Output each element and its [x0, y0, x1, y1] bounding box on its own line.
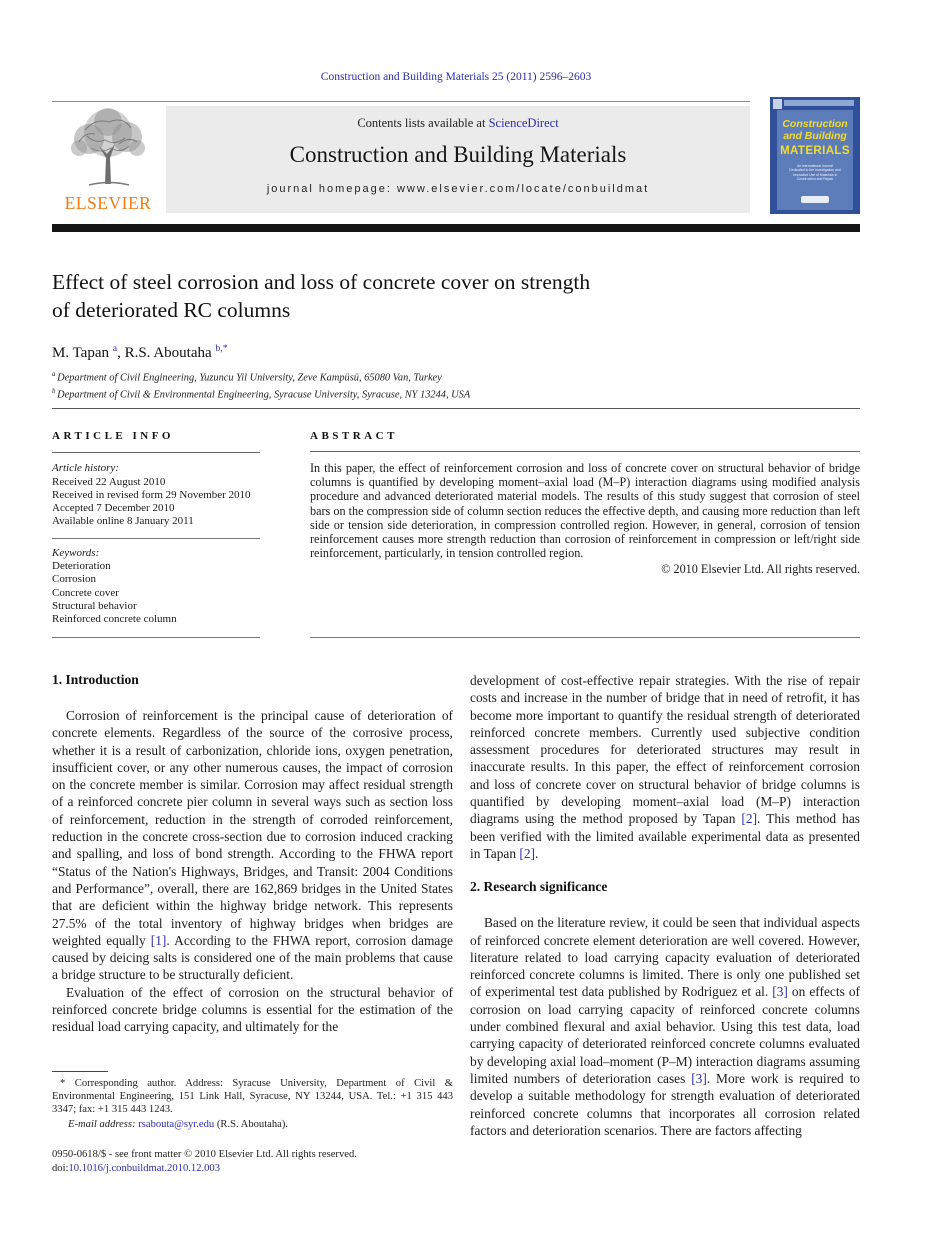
article-title-line1: Effect of steel corrosion and loss of concrete cover on strength	[52, 270, 591, 294]
elsevier-tree-icon	[65, 177, 151, 194]
body-column-right	[470, 672, 860, 1139]
email-link[interactable]: rsabouta@syr.edu	[138, 1118, 215, 1130]
text-segment: Department of Civil Engineering, Yuzuncu Yil University, Zeve Kampüsü, 65080 Van, Turkey	[57, 372, 442, 384]
text-segment: on effects of corrosion on load carrying capacity of reinforced concrete columns under combined flexural and axial behavior. Using this test data, load carrying capacity of deteriorated reinforced concrete columns evaluated by developing axial load–moment (P–M) interaction diagrams assuming limited numbers of deterioration cases	[470, 984, 861, 1086]
keywords-label: Keywords:	[52, 546, 100, 559]
separator-bar	[52, 224, 860, 232]
history-line: Received in revised form 29 November 2010	[52, 488, 251, 501]
cover-panel	[777, 110, 853, 210]
history-line: Accepted 7 December 2010	[52, 502, 175, 515]
journal-homepage[interactable]: journal homepage: www.elsevier.com/locate/conbuildmat	[266, 183, 650, 195]
keyword-item: Structural behavior	[52, 599, 137, 612]
article-info-bottom-rule	[52, 637, 260, 638]
text-segment: E-mail address:	[68, 1118, 139, 1130]
section-1-heading: 1. Introduction	[52, 672, 139, 687]
ref-2-link[interactable]: [2]	[741, 811, 758, 827]
abstract-header: ABSTRACT	[310, 430, 398, 442]
ref-3-link[interactable]: [3]	[772, 984, 788, 1000]
body-column-left	[52, 672, 453, 1036]
text-segment: Contents lists available at	[357, 116, 489, 130]
text-segment: . According to the FHWA report, corrosion damage caused by deicing salts is considered one of the main problems that cause a bridge structure to be structurally deficient.	[52, 932, 453, 983]
article-info-section	[52, 430, 260, 627]
journal-banner	[166, 106, 750, 213]
keywords-rule	[52, 538, 260, 539]
author-b-affil-link[interactable]: b,*	[215, 343, 228, 354]
text-segment: Corrosion of reinforcement is the principal cause of deterioration of concrete elements. Regardless of the source of the corrosive process, whether it is a result of carbonization, chloride ions, oxygen penetration, insufficient cover, or any other numerous causes, the impact of corrosion on the concrete member is similar. Corrosion may affect residual strength of a reinforced concrete pier column in several ways such as section loss of reinforcement, reduction in the strength of corroded reinforcement, reduction in the concrete cross-section due to corrosion induced cracking and spalling, and loss of bond strength. According to the FHWA report “Status of the Nation's Highways, Bridges, and Transit: 2004 Conditions and Performance”, overall, there are 162,869 bridges in the United States that are deficient within the highway bridge network. This represents 27.5% of the total inventory of highway bridges when bridges are weighted equally	[52, 708, 453, 948]
doi-line	[52, 1162, 552, 1176]
corresponding-author-note: * Corresponding author. Address: Syracuse University, Department of Civil & Environmental Engineering, 151 Link Hall, Syracuse, NY 13244, USA. Tel.: +1 315 443 3347; fax: +1 315 443 1243.	[52, 1078, 453, 1116]
footnote-rule	[52, 1071, 108, 1072]
journal-title: Construction and Building Materials	[289, 142, 627, 167]
intro-paragraph-continued	[470, 672, 860, 862]
affiliation-a	[52, 368, 470, 385]
text-segment: development of cost-effective repair strategies. With the rise of repair costs and increase in the number of bridge that in need of retrofit, it has become more important to quantify the residual strength of deteriorated reinforced concrete members. Currently used subjective condition assessment procedures for deteriorated structures may result in inaccurate results. In this paper, the effect of reinforcement corrosion and loss of concrete cover on structural behavior of bridge columns is quantified by developing moment–axial load (M–P) interaction diagrams using the method proposed by Tapan	[470, 673, 860, 827]
title-rule	[52, 408, 860, 409]
cover-footer-logo	[801, 196, 829, 203]
ref-3-link[interactable]: [3]	[691, 1070, 707, 1086]
doi-link[interactable]: 10.1016/j.conbuildmat.2010.12.003	[68, 1162, 221, 1174]
abstract-bottom-rule	[310, 637, 860, 638]
cover-subtitle: An International Journal Dedicated to the Investigation and Innovative Use of Materials in Construction and Repair	[789, 164, 841, 182]
text-segment: M. Tapan	[52, 345, 113, 361]
intro-paragraph-2: Evaluation of the effect of corrosion on the structural behavior of reinforced concrete bridge columns is essential for the estimation of the residual load carrying capacity, and ultimately for the	[52, 984, 453, 1035]
elsevier-wordmark: ELSEVIER	[64, 193, 152, 213]
text-segment: doi:	[52, 1162, 69, 1174]
abstract-section	[310, 430, 860, 577]
history-line: Received 22 August 2010	[52, 475, 166, 488]
authors-line	[52, 343, 228, 362]
section-2-heading: 2. Research significance	[470, 879, 608, 895]
text-segment: . This method has been verified with the limited available experimental data as presented in Tapan	[470, 811, 860, 861]
intro-paragraph-1	[52, 707, 453, 984]
text-segment: (R.S. Aboutaha).	[214, 1118, 289, 1130]
issn-line: 0950-0618/$ - see front matter © 2010 Elsevier Ltd. All rights reserved.	[52, 1149, 357, 1160]
ref-2-link[interactable]: [2]	[519, 845, 536, 861]
corresponding-author-footnote	[52, 1071, 453, 1131]
article-info-rule	[52, 452, 260, 453]
article-title-line2: of deteriorated RC columns	[52, 298, 291, 322]
keyword-item: Corrosion	[52, 573, 96, 586]
text-segment: . More work is required to develop a suitable methodology for strength evaluation of deteriorated reinforced concrete columns that incorporates all corrosion related factors and deterioration scenarios. There are factors affecting	[470, 1070, 860, 1138]
keyword-item: Deterioration	[52, 560, 111, 573]
abstract-copyright: © 2010 Elsevier Ltd. All rights reserved.	[661, 562, 860, 577]
text-segment: b	[52, 387, 58, 395]
text-segment: Based on the literature review, it could be seen that individual aspects of reinforced concrete element deterioration are well covered. However, literature related to load carrying capacity evaluation of deteriorated reinforced concrete columns is limited. There is only one published set of experimental test data published by Rodriguez et al.	[470, 915, 860, 1000]
journal-cover-thumbnail	[770, 97, 860, 214]
email-line	[52, 1118, 453, 1131]
page-footer	[52, 1148, 552, 1175]
affiliations	[52, 368, 470, 402]
cover-title-line3: MATERIALS	[780, 145, 850, 157]
research-paragraph	[470, 914, 860, 1139]
article-history-label: Article history:	[52, 462, 119, 475]
history-line: Available online 8 January 2011	[52, 515, 194, 528]
text-segment: .	[535, 845, 539, 861]
journal-reference: Construction and Building Materials 25 (2011) 2596–2603	[320, 71, 592, 83]
keyword-item: Concrete cover	[52, 586, 119, 599]
author-a-affil-link[interactable]: a	[112, 343, 118, 354]
abstract-text: In this paper, the effect of reinforcement corrosion and loss of concrete cover on structural behavior of bridge columns is quantified by developing moment–axial load (M–P) interaction diagrams using modified analysis procedure and advanced deteriorated material models. The results of this study suggest that corrosion of steel bars on the compression side of column section reduces the effective depth, and causing more reduction than left side or tension side deterioration, in compression controlled region. However, in general, corrosion of tension reinforcement causes more strength reduction than corrosion of reinforcement in compression or left/right side reinforcement, particularly, in tension controlled region.	[310, 461, 860, 561]
header-rule	[52, 101, 750, 102]
ref-1-link[interactable]: [1]	[150, 932, 167, 948]
cover-title-line2: and Building	[783, 130, 847, 142]
text-segment: Department of Civil & Environmental Engineering, Syracuse University, Syracuse, NY 13244, USA	[57, 389, 471, 401]
cover-top-bar	[784, 100, 854, 106]
text-segment: , R.S. Aboutaha	[117, 345, 216, 361]
elsevier-logo	[52, 106, 164, 213]
article-title	[52, 268, 812, 324]
keyword-item: Reinforced concrete column	[52, 613, 177, 626]
cover-title-line1: Construction	[782, 118, 848, 130]
sciencedirect-link[interactable]: ScienceDirect	[488, 116, 559, 130]
abstract-rule	[310, 451, 860, 452]
cover-publisher-chip	[773, 99, 782, 109]
contents-lists-line	[166, 106, 750, 131]
text-segment: a	[52, 371, 58, 378]
article-info-header: ARTICLE INFO	[52, 430, 174, 442]
affiliation-b	[52, 385, 470, 402]
